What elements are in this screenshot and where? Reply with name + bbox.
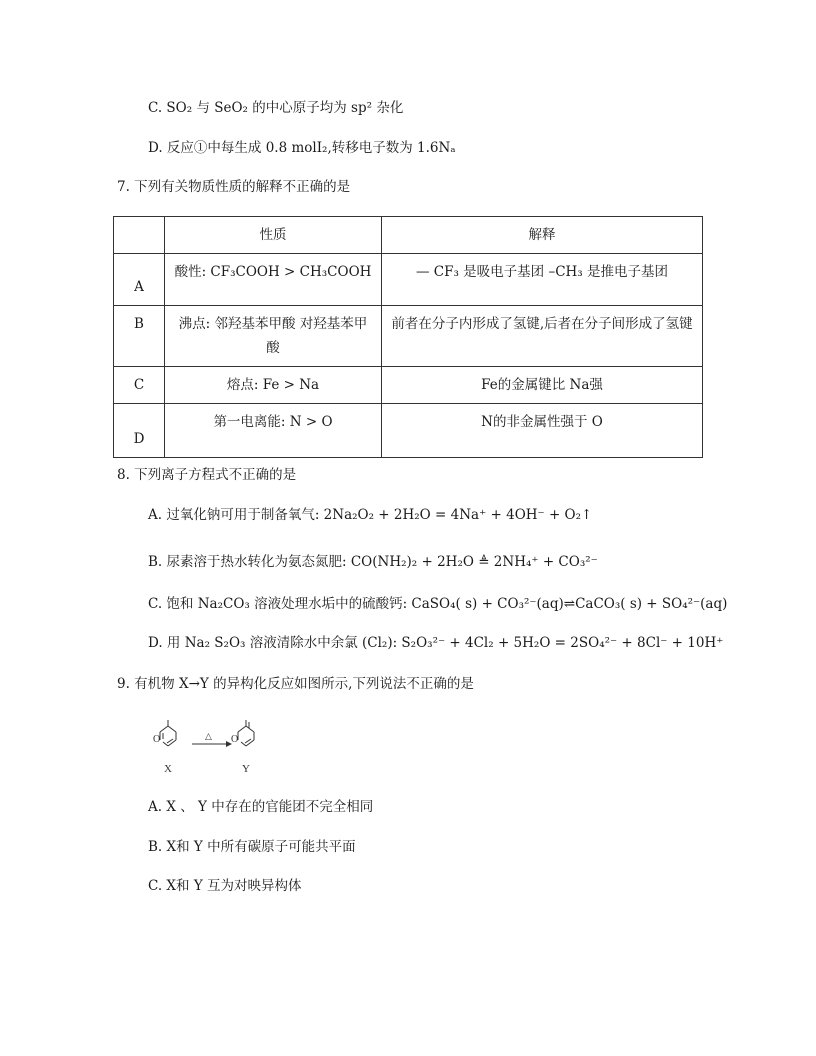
- table-row: [114, 367, 703, 404]
- q8-option-c: C. 饱和 Na₂CO₃ 溶液处理水垢中的硫酸钙: CaSO₄( s) + CO₃²⁻(aq)⇌CaCO₃( s) + SO₄²⁻(aq): [148, 596, 728, 612]
- molecule-x-label: X: [164, 763, 172, 775]
- header-cell-property: 性质: [165, 217, 382, 254]
- header-cell-empty: [114, 217, 165, 254]
- q8-stem: 8. 下列离子方程式不正确的是: [117, 467, 297, 483]
- table-row: [114, 254, 703, 306]
- q8-option-d: D. 用 Na₂ S₂O₃ 溶液清除水中余氯 (Cl₂): S₂O₃²⁻ + 4Cl₂ + 5H₂O = 2SO₄²⁻ + 8Cl⁻ + 10H⁺: [148, 635, 724, 651]
- row-property: 熔点: Fe > Na: [165, 367, 382, 404]
- row-explanation: Fe的金属键比 Na强: [382, 367, 703, 404]
- row-explanation: N的非金属性强于 O: [382, 404, 703, 458]
- row-explanation: — CF₃ 是吸电子基团 –CH₃ 是推电子基团: [382, 254, 703, 306]
- table-row: [114, 404, 703, 458]
- header-cell-explanation: 解释: [382, 217, 703, 254]
- molecule-y: [238, 720, 254, 746]
- molecule-x: [160, 720, 176, 746]
- row-property: 第一电离能: N > O: [165, 404, 382, 458]
- q8-option-a: A. 过氧化钠可用于制备氧气: 2Na₂O₂ + 2H₂O = 4Na⁺ + 4OH⁻ + O₂↑: [148, 507, 593, 523]
- q9-option-a: A. X 、 Y 中存在的官能团不完全相同: [148, 799, 374, 815]
- isomerization-figure: [150, 718, 290, 780]
- q6-option-c: C. SO₂ 与 SeO₂ 的中心原子均为 sp² 杂化: [148, 100, 404, 116]
- q9-option-c: C. X和 Y 互为对映异构体: [148, 878, 302, 894]
- heat-label: △: [205, 732, 212, 742]
- y-oxygen-label: O: [231, 734, 239, 745]
- q8-option-b: B. 尿素溶于热水转化为氨态氮肥: CO(NH₂)₂ + 2H₂O ≜ 2NH₄⁺ + CO₃²⁻: [148, 554, 598, 570]
- molecule-y-label: Y: [242, 763, 250, 775]
- q7-table: [113, 216, 703, 458]
- reaction-scheme-svg: [150, 718, 290, 780]
- row-label: D: [114, 404, 165, 458]
- table-row: [114, 306, 703, 367]
- row-property: 沸点: 邻羟基苯甲酸 对羟基苯甲酸: [165, 306, 382, 367]
- q6-option-d: D. 反应①中每生成 0.8 molI₂,转移电子数为 1.6Nₐ: [148, 140, 456, 156]
- row-property: 酸性: CF₃COOH > CH₃COOH: [165, 254, 382, 306]
- q9-option-b: B. X和 Y 中所有碳原子可能共平面: [148, 839, 356, 855]
- q7-stem: 7. 下列有关物质性质的解释不正确的是: [117, 179, 351, 195]
- row-explanation: 前者在分子内形成了氢键,后者在分子间形成了氢键: [382, 306, 703, 367]
- row-label: B: [114, 306, 165, 367]
- row-label: C: [114, 367, 165, 404]
- table-header-row: [114, 217, 703, 254]
- q9-stem: 9. 有机物 X→Y 的异构化反应如图所示,下列说法不正确的是: [117, 676, 474, 692]
- x-oxygen-label: O: [153, 734, 161, 745]
- row-label: A: [114, 254, 165, 306]
